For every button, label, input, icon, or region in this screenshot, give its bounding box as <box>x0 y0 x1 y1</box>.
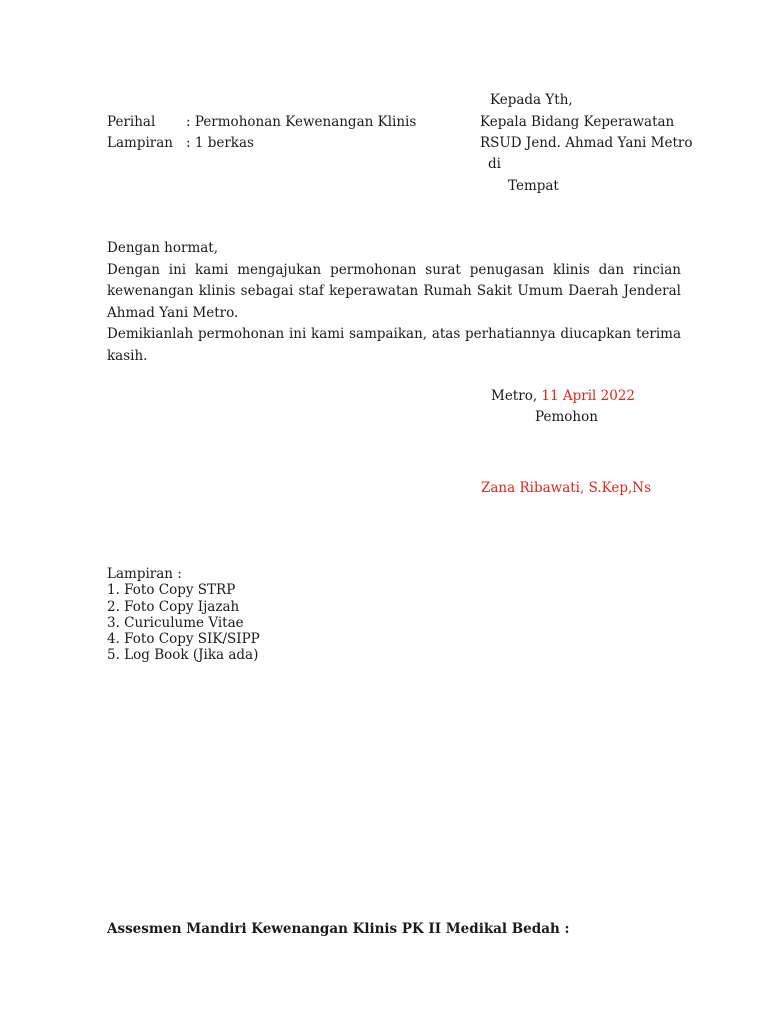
attachment-list <box>107 566 260 664</box>
attachment-item: 5. Log Book (Jika ada) <box>107 647 259 664</box>
recipient-institution: RSUD Jend. Ahmad Yani Metro <box>480 135 693 151</box>
signature-date-line <box>491 388 635 404</box>
section-title: Assesmen Mandiri Kewenangan Klinis PK II Medikal Bedah : <box>107 921 570 937</box>
attachment-item: 1. Foto Copy STRP <box>107 582 236 599</box>
recipient-di: di <box>488 156 501 172</box>
body-paragraph-1: Dengan ini kami mengajukan permohonan surat penugasan klinis dan rincian kewenangan klinis sebagai staf keperawatan Rumah Sakit Umum Daerah Jenderal Ahmad Yani Metro. <box>107 261 681 321</box>
attachment-list-title: Lampiran : <box>107 566 182 582</box>
signature-place: Metro, <box>491 388 538 404</box>
body-paragraph-2: Demikianlah permohonan ini kami sampaikan, atas perhatiannya diucapkan terima kasih. <box>107 326 681 364</box>
attachment-item: 3. Curiculume Vitae <box>107 614 244 631</box>
recipient-title: Kepala Bidang Keperawatan <box>480 114 675 130</box>
salutation: Dengan hormat, <box>107 240 219 256</box>
letter-body <box>107 238 681 367</box>
signature-role: Pemohon <box>535 409 598 425</box>
perihal-label: Perihal <box>107 114 156 130</box>
lampiran-label: Lampiran <box>107 135 173 151</box>
attachment-item: 2. Foto Copy Ijazah <box>107 598 240 615</box>
perihal-value: : Permohonan Kewenangan Klinis <box>186 114 417 130</box>
recipient-greeting: Kepada Yth, <box>490 92 573 108</box>
lampiran-value: : 1 berkas <box>186 135 254 151</box>
recipient-tempat: Tempat <box>508 178 559 194</box>
attachment-item: 4. Foto Copy SIK/SIPP <box>107 631 260 648</box>
signature-name: Zana Ribawati, S.Kep,Ns <box>481 480 652 496</box>
signature-date: 11 April 2022 <box>541 388 636 404</box>
